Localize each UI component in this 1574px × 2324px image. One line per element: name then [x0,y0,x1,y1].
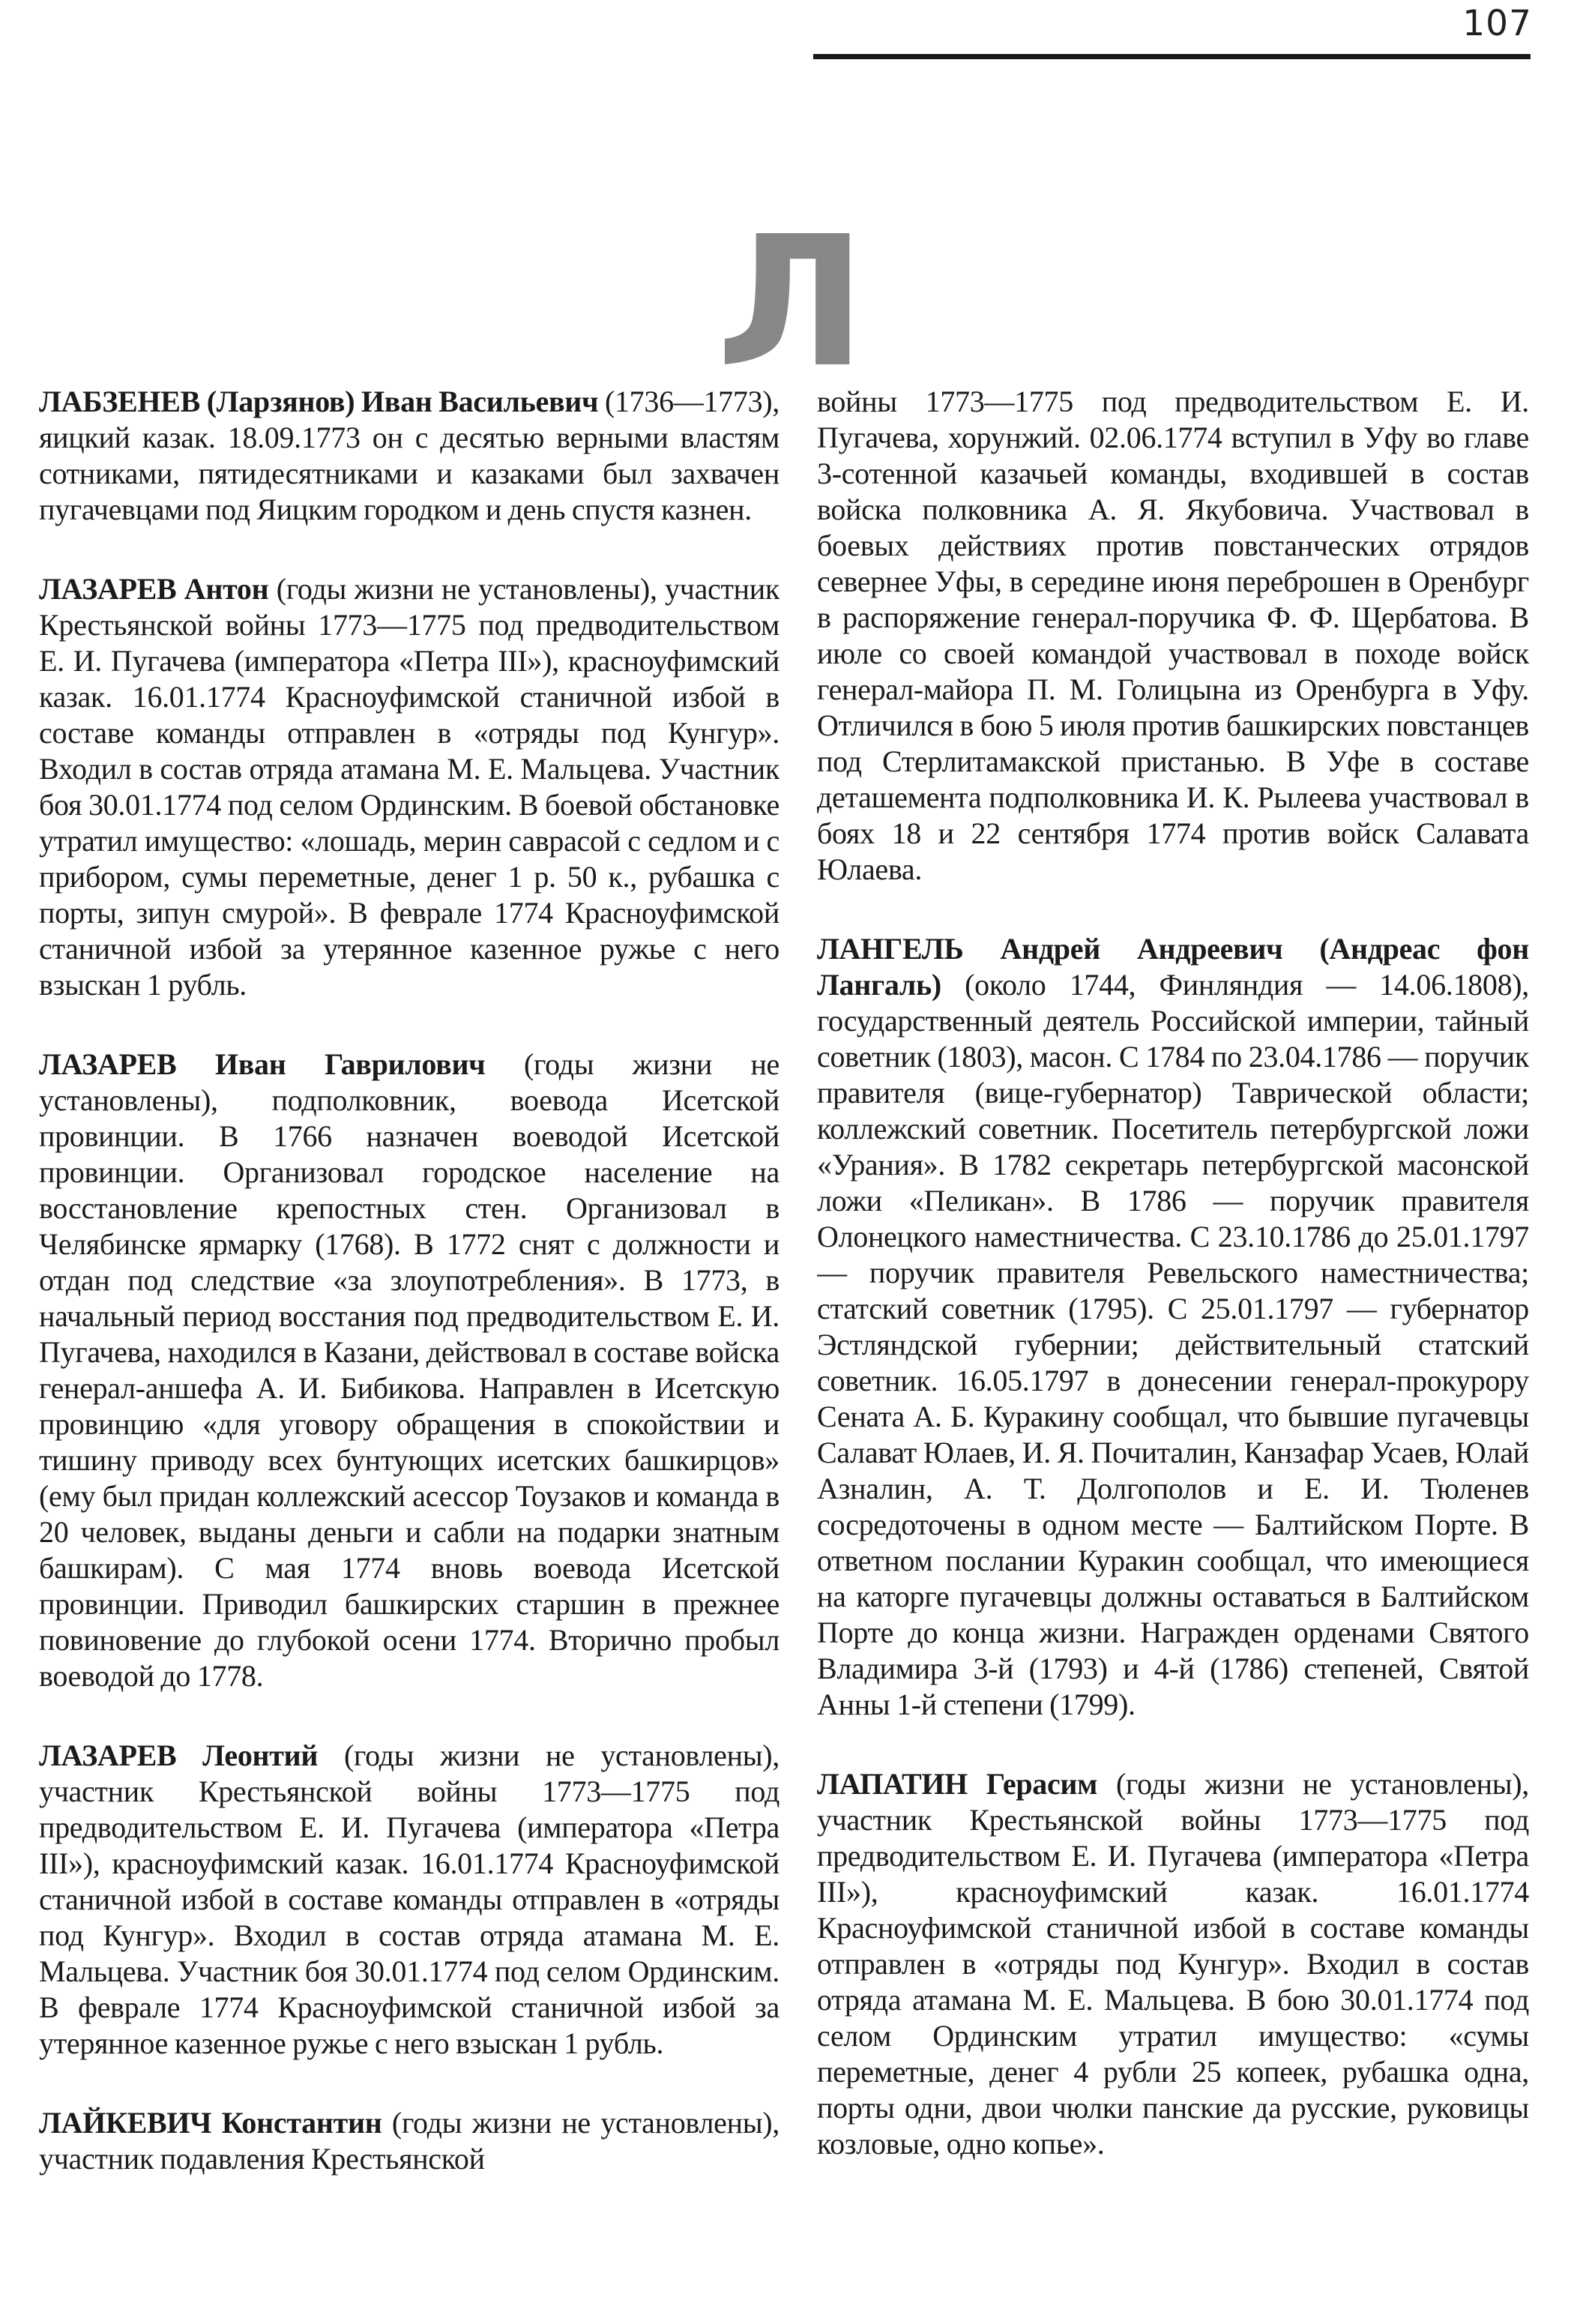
dict-entry-laykevich-continuation [817,384,1529,888]
entry-body: войны 1773—1775 под предводительством Е. И. Пугачева, хорунжий. 02.06.1774 вступил в Уфу во главе 3-сотенной казачьей команды, входившей в состав войска полковника А. Я. Якубовича. Участвовал в боевых действиях против повстанческих отрядов севернее Уфы, в середине июня переброшен в Оренбург в распоряжение генерал-поручика Ф. Ф. Щербатова. В июле со своей командой участвовал в походе войск генерал-майора П. М. Голицына из Оренбурга в Уфу. Отличился в бою 5 июля против башкирских повстанцев под Стерлитамакской пристанью. В Уфе в составе деташемента подполковника И. К. Рылеева участвовал в боях 18 и 22 сентября 1774 против войск Салавата Юлаева. [817,385,1529,886]
dict-entry-lazarev-anton [39,571,780,1003]
entry-headword: ЛАБЗЕНЕВ (Ларзянов) Иван Васильевич [39,385,599,418]
entry-headword: ЛАЗАРЕВ Иван Гаврилович [39,1047,486,1081]
right-column [817,384,1529,2324]
entry-body: (годы жизни не установлены), участник Крестьянской войны 1773—1775 под предводительством Е. И. Пугачева (императора «Петра III»), красноуфимский казак. 16.01.1774 Красноуфимской станичной избой в составе команды отправлен в «отряды под Кунгур». Входил в состав отряда атамана М. Е. Мальцева. Участник боя 30.01.1774 под селом Ординским. В боевой обстановке утратил имущество: «лошадь, мерин саврасой с седлом и с прибором, сумы переметные, денег 1 р. 50 к., рубашка с порты, зипун смурой». В феврале 1774 Красноуфимской станичной избой за утерянное казенное ружье с него взыскан 1 рубль. [39,572,780,1002]
entry-headword: ЛАНГЕЛЬ Андрей Андреевич (Андреас фон Лангаль) [817,932,1529,1002]
dict-entry-lapatin [817,1766,1529,2162]
entry-headword: ЛАЗАРЕВ Антон [39,572,269,606]
header-rule [813,54,1531,59]
dict-entry-laykevich [39,2105,780,2177]
entry-headword: ЛАЙКЕВИЧ Константин [39,2106,382,2140]
entry-body: (годы жизни не установлены), участник Крестьянской войны 1773—1775 под предводительством Е. И. Пугачева (императора «Петра III»), красноуфимский казак. 16.01.1774 Красноуфимской станичной избой в составе команды отправлен в «отряды под Кунгур». Входил в состав отряда атамана М. Е. Мальцева. В бою 30.01.1774 под селом Ординским утратил имущество: «сумы переметные, денег 4 рубли 25 копеек, рубашка одна, порты одни, двои чюлки панские да русские, руковицы козловые, одно копье». [817,1767,1529,2161]
dict-entry-langel [817,931,1529,1723]
dict-entry-labzenev [39,384,780,528]
dict-entry-lazarev-ivan [39,1047,780,1694]
left-column [39,384,780,2324]
entry-body: (около 1744, Финляндия — 14.06.1808), государственный деятель Российской империи, тайный советник (1803), масон. С 1784 по 23.04.1786 — поручик правителя (вице-губернатор) Таврической области; коллежский советник. Посетитель петербургской ложи «Урания». В 1782 секретарь петербургской масонской ложи «Пеликан». В 1786 — поручик правителя Олонецкого наместничества. С 23.10.1786 до 25.01.1797 — поручик правителя Ревельского наместничества; статский советник (1795). С 25.01.1797 — губернатор Эстляндской губернии; действительный статский советник. 16.05.1797 в донесении генерал-прокурору Сената А. Б. Куракину сообщал, что бывшие пугачевцы Салават Юлаев, И. Я. Почиталин, Канзафар Усаев, Юлай Азналин, А. Т. Долгополов и Е. И. Тюленев сосредоточены в одном месте — Балтийском Порте. В ответном послании Куракин сообщал, что имеющиеся на каторге пугачевцы должны оставаться в Балтийском Порте до конца жизни. Награжден орденами Святого Владимира 3-й (1793) и 4-й (1786) степеней, Святой Анны 1-й степени (1799). [817,968,1529,1721]
entry-body: (годы жизни не установлены), участник Крестьянской войны 1773—1775 под предводительством Е. И. Пугачева (императора «Петра III»), красноуфимский казак. 16.01.1774 Красноуфимской станичной избой в составе команды отправлен в «отряды под Кунгур». Входил в состав отряда атамана М. Е. Мальцева. Участник боя 30.01.1774 под селом Ординским. В феврале 1774 Красноуфимской станичной избой за утерянное казенное ружье с него взыскан 1 рубль. [39,1739,780,2060]
entry-body: (годы жизни не установлены), участник подавления Крестьянской [39,2106,780,2176]
entry-body: (1736—1773), яицкий казак. 18.09.1773 он с десятью верными властям сотниками, пятидесятниками и казаками был захвачен пугачевцами под Яицким городком и день спустя казнен. [39,385,780,526]
entry-headword: ЛАПАТИН Герасим [817,1767,1098,1801]
page-number: 107 [1462,3,1532,44]
dict-entry-lazarev-leontiy [39,1738,780,2062]
section-dropcap-letter: Л [717,197,866,407]
entry-headword: ЛАЗАРЕВ Леонтий [39,1739,319,1772]
entry-body: (годы жизни не установлены), подполковник, воевода Исетской провинции. В 1766 назначен воеводой Исетской провинции. Организовал городское население на восстановление крепостных стен. Организовал в Челябинске ярмарку (1768). В 1772 снят с должности и отдан под следствие «за злоупотребления». В 1773, в начальный период восстания под предводительством Е. И. Пугачева, находился в Казани, действовал в составе войска генерал-аншефа А. И. Бибикова. Направлен в Исетскую провинцию «для уговору обращения в спокойствии и тишину приводу всех бунтующих исетских башкирцов» (ему был придан коллежский асессор Тоузаков и команда в 20 человек, выданы деньги и сабли на подарки знатным башкирам). С мая 1774 вновь воевода Исетской провинции. Приводил башкирских старшин в прежнее повиновение до глубокой осени 1774. Вторично пробыл воеводой до 1778. [39,1047,780,1693]
